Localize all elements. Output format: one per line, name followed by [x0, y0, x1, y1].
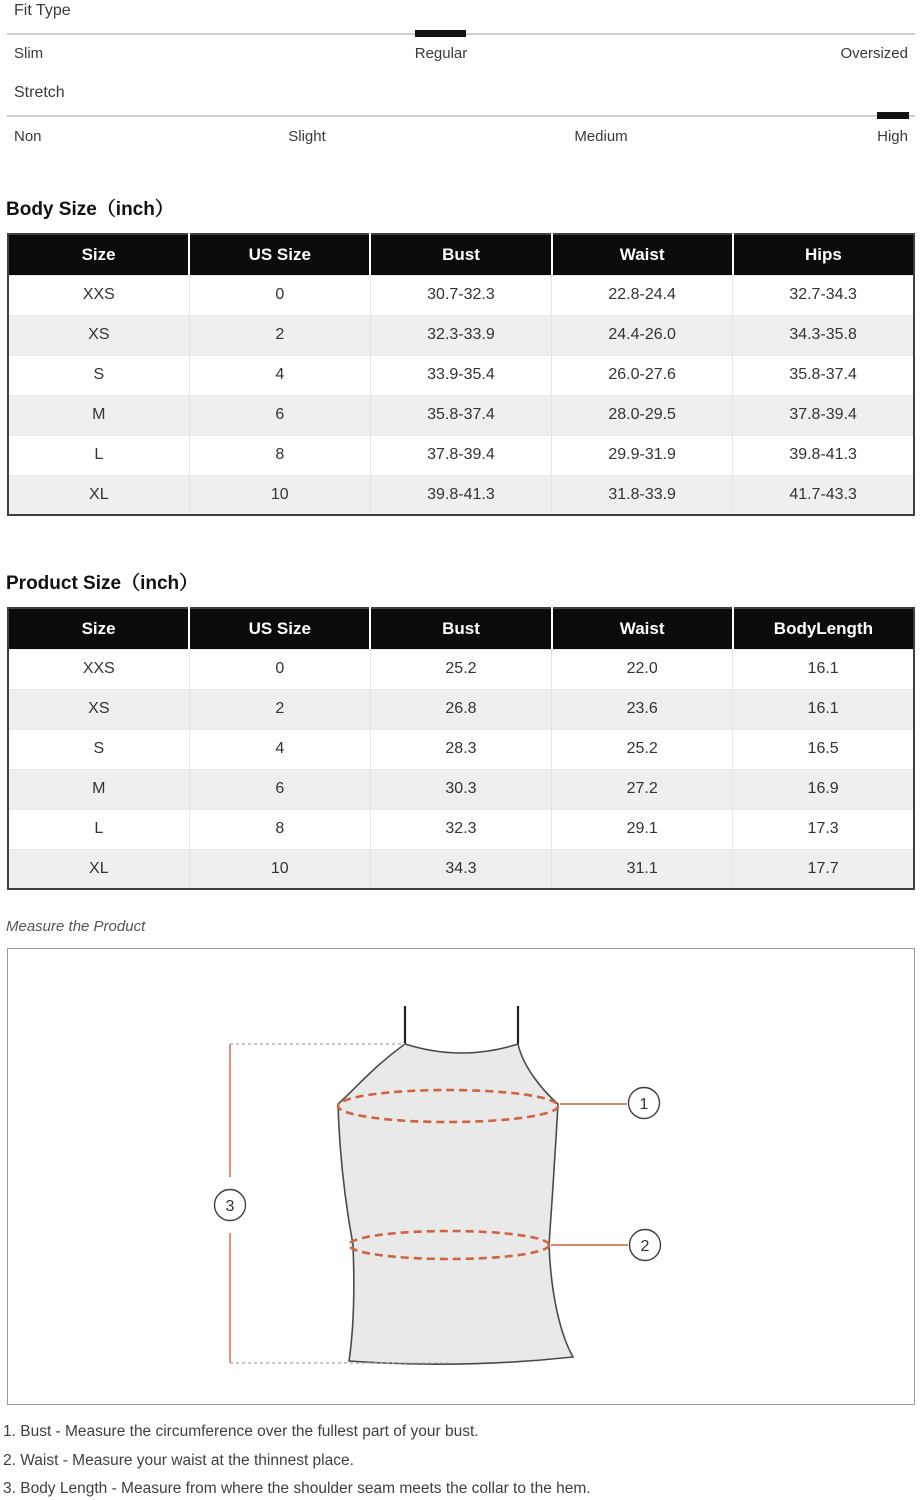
- fit-type-label: Fit Type: [14, 2, 71, 19]
- table-cell: 39.8-41.3: [370, 475, 551, 515]
- table-cell: L: [8, 809, 189, 849]
- column-header: BodyLength: [733, 608, 914, 649]
- stretch-label: Stretch: [14, 84, 65, 101]
- table-cell: 32.7-34.3: [733, 275, 914, 315]
- table-cell: 31.1: [552, 849, 733, 889]
- table-cell: 0: [189, 649, 370, 689]
- fit-type-option-regular: Regular: [414, 45, 468, 62]
- table-cell: S: [8, 729, 189, 769]
- table-row: [8, 729, 914, 769]
- table-cell: M: [8, 769, 189, 809]
- table-row: [8, 769, 914, 809]
- table-cell: 34.3-35.8: [733, 315, 914, 355]
- table-cell: 25.2: [370, 649, 551, 689]
- table-cell: 23.6: [552, 689, 733, 729]
- note-body-length: 3. Body Length - Measure from where the shoulder seam meets the collar to the hem.: [3, 1480, 591, 1497]
- table-cell: 30.3: [370, 769, 551, 809]
- table-row: [8, 649, 914, 689]
- table-cell: 33.9-35.4: [370, 355, 551, 395]
- table-cell: M: [8, 395, 189, 435]
- table-row: [8, 275, 914, 315]
- camisole-diagram-svg: [8, 949, 914, 1404]
- table-cell: 32.3-33.9: [370, 315, 551, 355]
- table-cell: 25.2: [552, 729, 733, 769]
- table-row: [8, 849, 914, 889]
- table-cell: XS: [8, 315, 189, 355]
- table-cell: XXS: [8, 649, 189, 689]
- table-row: [8, 435, 914, 475]
- note-waist: 2. Waist - Measure your waist at the thinnest place.: [3, 1451, 354, 1469]
- table-cell: 16.9: [733, 769, 914, 809]
- table-row: [8, 689, 914, 729]
- table-cell: 34.3: [370, 849, 551, 889]
- table-cell: 2: [189, 689, 370, 729]
- stretch-option-non: Non: [14, 128, 42, 145]
- table-cell: 4: [189, 355, 370, 395]
- table-row: [8, 395, 914, 435]
- callout-number-body-length: 3: [225, 1198, 235, 1215]
- table-cell: XL: [8, 475, 189, 515]
- callout-number-waist: 2: [640, 1238, 650, 1255]
- table-cell: 39.8-41.3: [733, 435, 914, 475]
- stretch-option-medium: Medium: [574, 128, 628, 145]
- column-header: Size: [8, 608, 189, 649]
- table-cell: 10: [189, 475, 370, 515]
- measurement-diagram: [7, 948, 915, 1405]
- callout-number-bust: 1: [639, 1096, 649, 1113]
- table-row: [8, 475, 914, 515]
- table-cell: 32.3: [370, 809, 551, 849]
- table-row: [8, 315, 914, 355]
- note-bust: 1. Bust - Measure the circumference over the fullest part of your bust.: [3, 1423, 479, 1440]
- column-header: Waist: [552, 608, 733, 649]
- measurement-notes: [3, 1418, 591, 1500]
- table-cell: 16.5: [733, 729, 914, 769]
- stretch-track: [7, 115, 915, 117]
- table-cell: 35.8-37.4: [370, 395, 551, 435]
- product-size-table: [7, 607, 915, 890]
- column-header: US Size: [189, 608, 370, 649]
- stretch-option-high: High: [877, 128, 908, 145]
- fit-type-option-oversized: Oversized: [840, 45, 908, 62]
- table-cell: 17.3: [733, 809, 914, 849]
- table-row: [8, 809, 914, 849]
- table-cell: 29.1: [552, 809, 733, 849]
- table-cell: 17.7: [733, 849, 914, 889]
- table-cell: 41.7-43.3: [733, 475, 914, 515]
- fit-type-option-slim: Slim: [14, 45, 44, 62]
- product-size-title: Product Size（inch）: [6, 573, 199, 594]
- camisole-outline: [338, 1044, 573, 1364]
- table-cell: 37.8-39.4: [733, 395, 914, 435]
- column-header: US Size: [189, 234, 370, 275]
- table-cell: XXS: [8, 275, 189, 315]
- fit-type-track: [7, 33, 915, 35]
- measure-caption: Measure the Product: [6, 918, 146, 935]
- column-header: Size: [8, 234, 189, 275]
- table-cell: 35.8-37.4: [733, 355, 914, 395]
- table-cell: 16.1: [733, 689, 914, 729]
- table-cell: 27.2: [552, 769, 733, 809]
- column-header: Waist: [552, 234, 733, 275]
- table-cell: S: [8, 355, 189, 395]
- table-cell: 26.0-27.6: [552, 355, 733, 395]
- table-cell: 26.8: [370, 689, 551, 729]
- table-cell: 4: [189, 729, 370, 769]
- table-cell: L: [8, 435, 189, 475]
- table-cell: XS: [8, 689, 189, 729]
- table-cell: 22.8-24.4: [552, 275, 733, 315]
- table-cell: 8: [189, 809, 370, 849]
- table-cell: 37.8-39.4: [370, 435, 551, 475]
- stretch-option-slight: Slight: [288, 128, 326, 145]
- table-cell: 10: [189, 849, 370, 889]
- table-row: [8, 355, 914, 395]
- table-cell: 31.8-33.9: [552, 475, 733, 515]
- table-cell: 8: [189, 435, 370, 475]
- table-cell: 6: [189, 769, 370, 809]
- table-header-row: [8, 608, 914, 649]
- body-size-title: Body Size（inch）: [6, 199, 174, 220]
- body-size-table: [7, 233, 915, 516]
- table-cell: XL: [8, 849, 189, 889]
- table-cell: 16.1: [733, 649, 914, 689]
- stretch-marker: [877, 112, 909, 119]
- table-cell: 28.0-29.5: [552, 395, 733, 435]
- table-cell: 6: [189, 395, 370, 435]
- table-cell: 30.7-32.3: [370, 275, 551, 315]
- table-cell: 24.4-26.0: [552, 315, 733, 355]
- fit-type-marker: [415, 30, 466, 37]
- column-header: Hips: [733, 234, 914, 275]
- column-header: Bust: [370, 608, 551, 649]
- table-cell: 22.0: [552, 649, 733, 689]
- column-header: Bust: [370, 234, 551, 275]
- table-cell: 29.9-31.9: [552, 435, 733, 475]
- table-header-row: [8, 234, 914, 275]
- table-cell: 2: [189, 315, 370, 355]
- table-cell: 0: [189, 275, 370, 315]
- table-cell: 28.3: [370, 729, 551, 769]
